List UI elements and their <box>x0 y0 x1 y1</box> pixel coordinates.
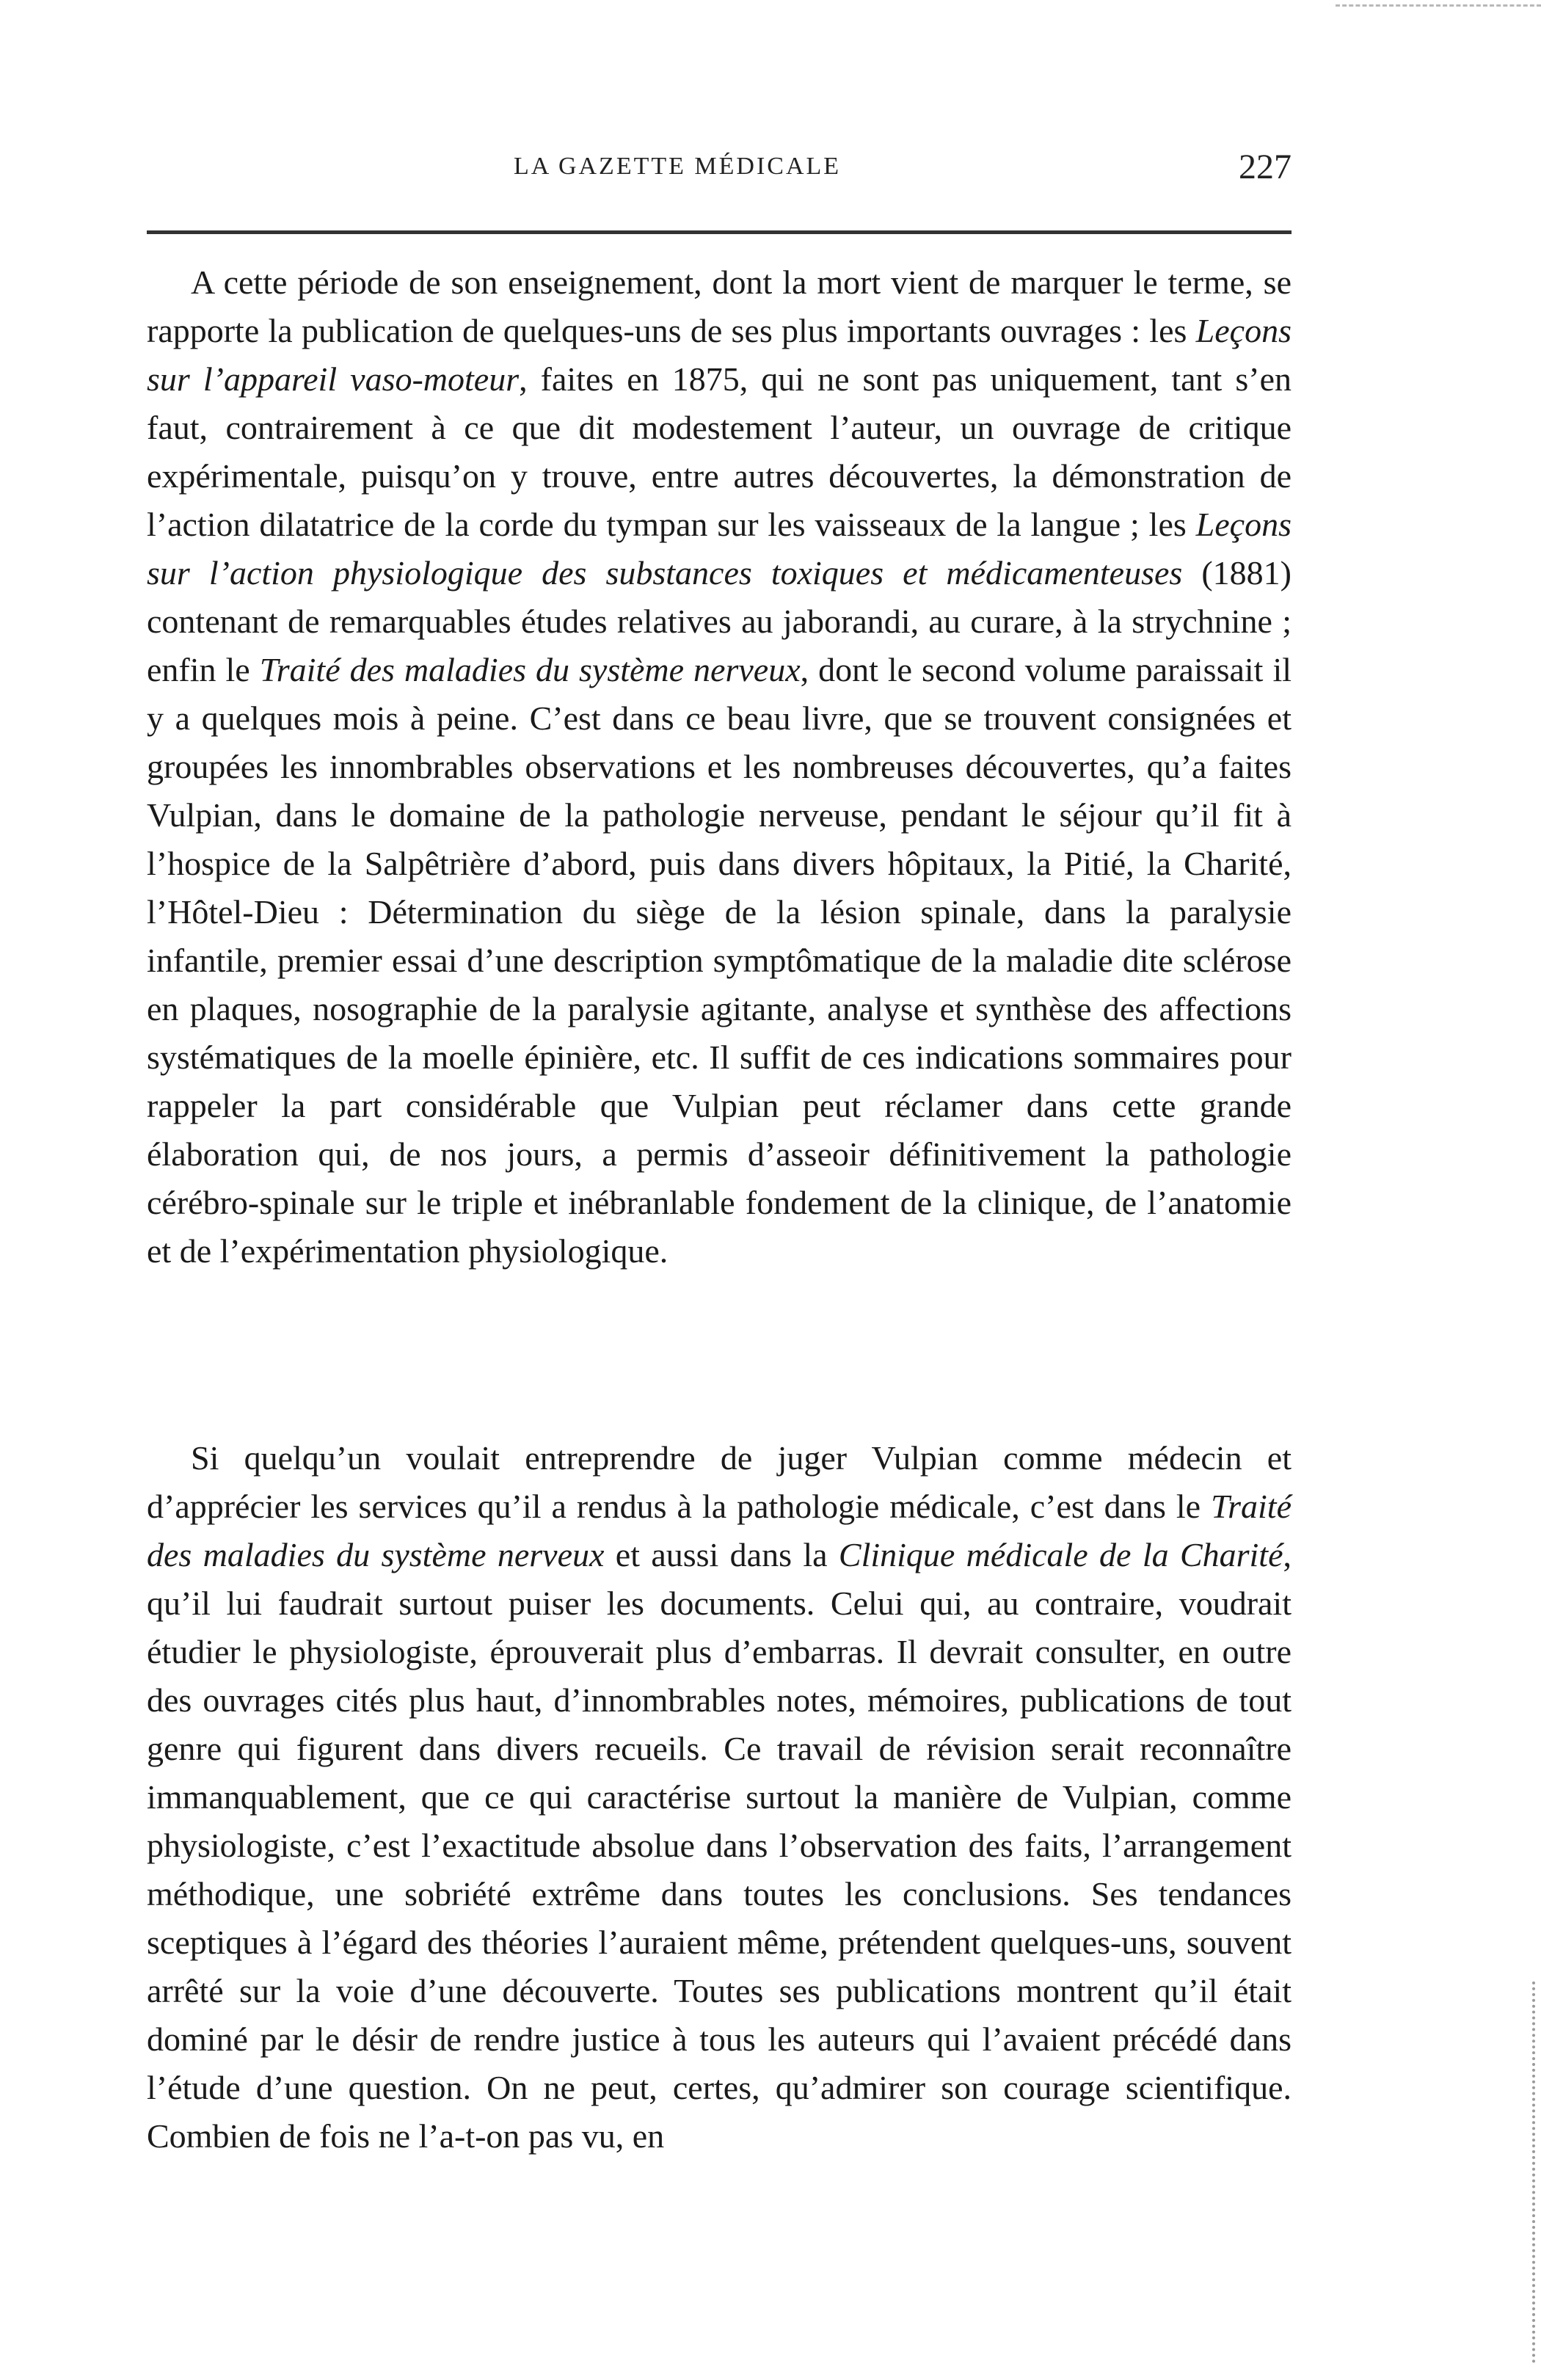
paragraph-2-seg-3: et aussi dans la <box>604 1536 839 1573</box>
title-lecons-appareil-vaso-moteur: Leçons sur l’appareil vaso-moteur <box>147 312 1292 398</box>
header-rule <box>147 230 1292 234</box>
paragraph-2 <box>147 1434 1292 2161</box>
paragraph-1-seg-7: , dont le second volume paraissait il y a quelques mois à peine. C’est dans ce beau livre, que se trouvent consignées et groupées les innombrables observations et les nombreuses découvertes, qu’a faites Vulpian, dans le domaine de la pathologie nerveuse, pendant le séjour qu’il fit à l’hospice de la Salpêtrière d’abord, puis dans divers hôpitaux, la Pitié, la Charité, l’Hôtel-Dieu : Détermination du siège de la lésion spinale, dans la paralysie infantile, premier essai d’une description symptômatique de la maladie dite sclérose en plaques, nosographie de la paralysie agitante, analyse et synthèse des affections systématiques de la moelle épinière, etc. Il suffit de ces indications sommaires pour rappeler la part considérable que Vulpian peut réclamer dans cette grande élaboration qui, de nos jours, a permis d’asseoir définitivement la pathologie cérébro-spinale sur le triple et inébranlable fondement de la clinique, de l’anatomie et de l’expérimentation physiologique. <box>147 651 1292 1270</box>
scan-edge-mark <box>1336 4 1541 9</box>
paragraph-1-seg-1: A cette période de son enseignement, dont la mort vient de marquer le terme, se rapporte la publication de quelques-uns de ses plus importants ouvrages : les <box>147 263 1292 349</box>
title-clinique-medicale-charite: Clinique médicale de la Charité <box>838 1536 1283 1573</box>
paragraph-1 <box>147 258 1292 1275</box>
scan-edge-mark-right <box>1528 1981 1535 2363</box>
paragraph-2-block <box>147 1434 1292 2161</box>
paragraph-2-seg-5: , qu’il lui faudrait surtout puiser les documents. Celui qui, au contraire, voudrait étudier le physiologiste, éprouverait plus d’embarras. Il devrait consulter, en outre des ouvrages cités plus haut, d’innombrables notes, mémoires, publications de tout genre qui figurent dans divers recueils. Ce travail de révision serait reconnaître immanquablement, que ce qui caractérise surtout la manière de Vulpian, comme physiologiste, c’est l’exactitude absolue dans l’observation des faits, l’arrangement méthodique, une sobriété extrême dans toutes les conclusions. Ses tendances sceptiques à l’égard des théories l’auraient même, prétendent quelques-uns, souvent arrêté sur la voie d’une découverte. Toutes ses publications montrent qu’il était dominé par le désir de rendre justice à tous les auteurs qui l’avaient précédé dans l’étude d’une question. On ne peut, certes, qu’admirer son courage scientifique. Combien de fois ne l’a-t-on pas vu, en <box>147 1536 1292 2155</box>
paragraph-1-seg-3: , faites en 1875, qui ne sont pas uniquement, tant s’en faut, contrairement à ce que dit modestement l’auteur, un ouvrage de critique expérimentale, puisqu’on y trouve, entre autres découvertes, la démonstration de l’action dilatatrice de la corde du tympan sur les vaisseaux de la langue ; les <box>147 360 1292 543</box>
page-number: 227 <box>1239 148 1292 186</box>
paragraph-1-block <box>147 258 1292 1275</box>
running-title: LA GAZETTE MÉDICALE <box>514 153 842 180</box>
running-head <box>147 147 1292 191</box>
title-traite-maladies-systeme-nerveux: Traité des maladies du système nerveux <box>259 651 801 688</box>
title-lecons-action-physiologique: Leçons sur l’action physiologique des substances toxiques et médicamenteuses <box>147 506 1292 592</box>
paragraph-2-seg-1: Si quelqu’un voulait entreprendre de juger Vulpian comme médecin et d’apprécier les services qu’il a rendus à la pathologie médicale, c’est dans le <box>147 1439 1292 1525</box>
paragraph-1-seg-5: (1881) contenant de remarquables études relatives au jaborandi, au curare, à la strychnine ; enfin le <box>147 554 1292 688</box>
title-traite-maladies-systeme-nerveux-2: Traité des maladies du système nerveux <box>147 1488 1292 1573</box>
